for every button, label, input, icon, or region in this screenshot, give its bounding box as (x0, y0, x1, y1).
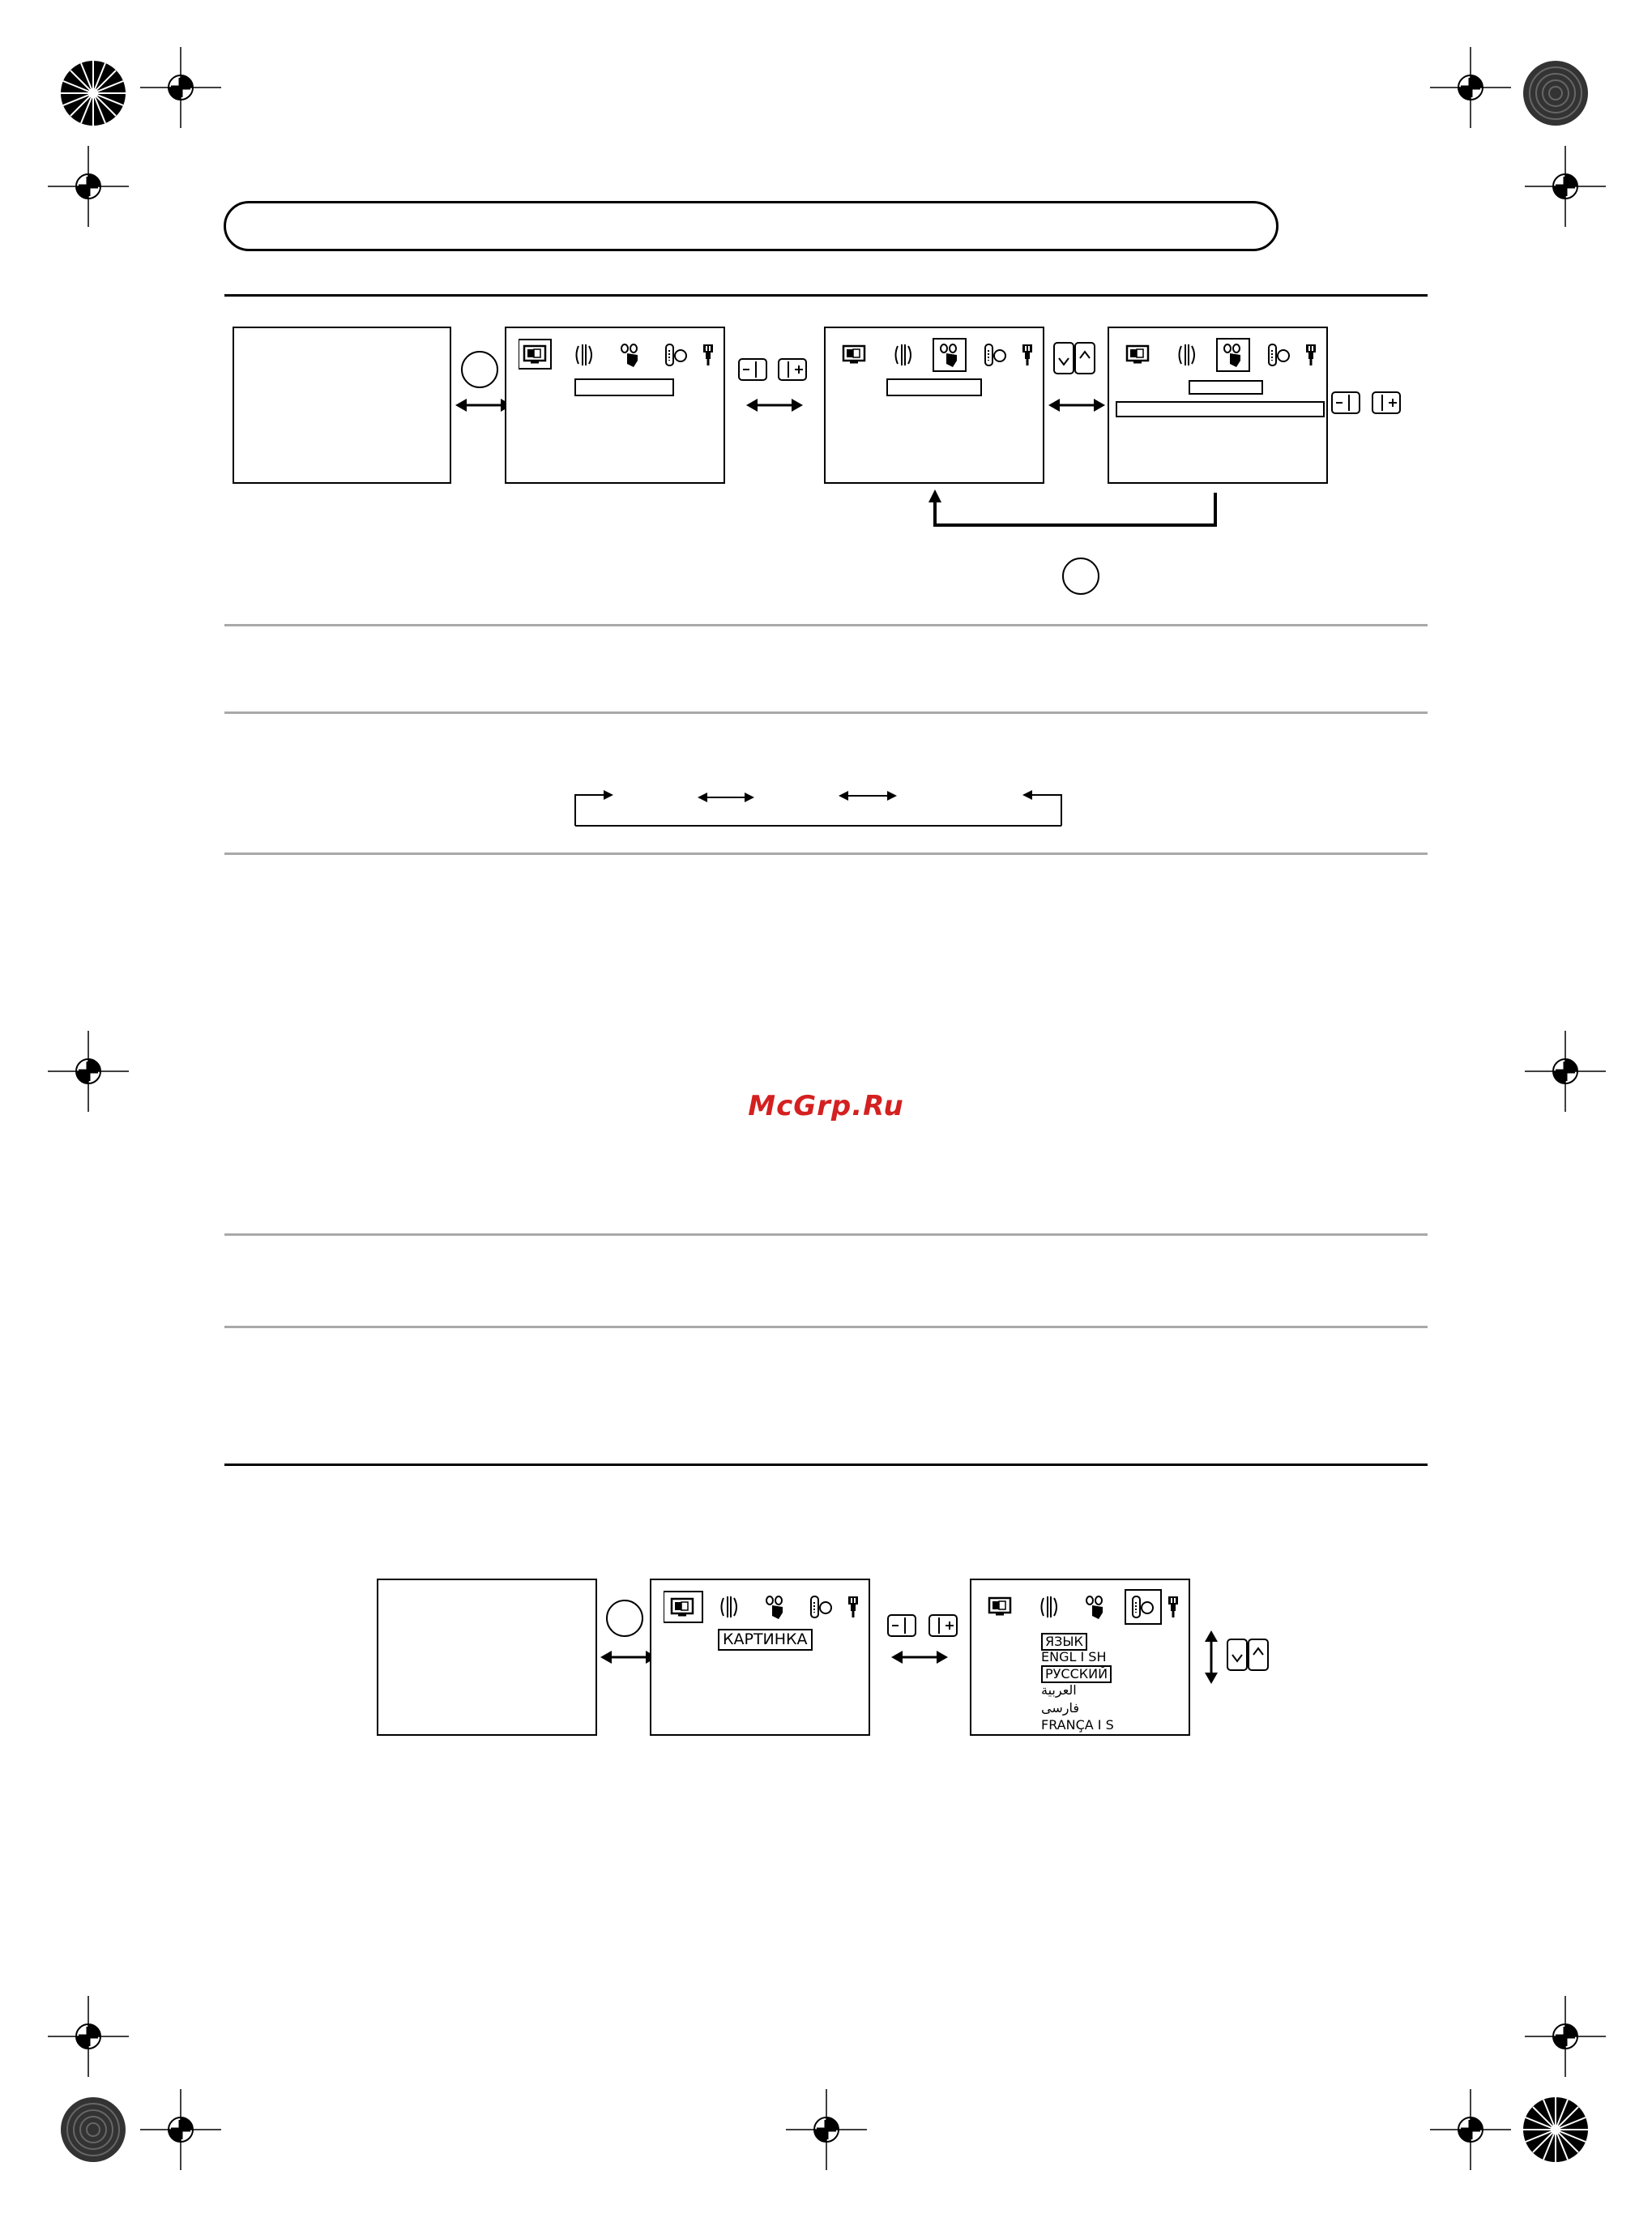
picture-icon (1127, 346, 1148, 362)
features-icon (1224, 344, 1240, 367)
starburst-target-icon (1523, 2097, 1588, 2162)
left-key-icon (887, 1614, 918, 1639)
left-key-icon (738, 358, 769, 382)
tv-screen-menu-picture (650, 1579, 870, 1736)
right-key-icon (1372, 391, 1402, 416)
picture-icon (524, 346, 545, 362)
tv-screen-menu-features (824, 327, 1044, 484)
install-icon (666, 344, 686, 365)
plug-icon (1022, 344, 1032, 365)
language-option[interactable]: ENGL I SH (1041, 1649, 1107, 1664)
section-rule (224, 852, 1428, 855)
watermark: McGrp.Ru (748, 1090, 904, 1122)
section-rule (224, 1464, 1428, 1466)
features-icon (941, 344, 957, 367)
right-key-icon (928, 1614, 959, 1639)
menu-title-bar (574, 378, 674, 396)
section-rule (224, 711, 1428, 714)
install-icon (811, 1596, 831, 1617)
double-arrow-icon (746, 397, 805, 415)
picture-icon (672, 1599, 693, 1615)
crosshair-icon (48, 1996, 129, 2077)
menu-title-picture: КАРТИНКА (718, 1629, 813, 1651)
header-bar (224, 201, 1278, 251)
section-rule (224, 1326, 1428, 1328)
features-icon (1086, 1596, 1103, 1619)
language-option[interactable]: العربية (1041, 1682, 1077, 1698)
crosshair-icon (1430, 2089, 1511, 2170)
crosshair-icon (140, 2089, 221, 2170)
crosshair-icon (48, 146, 129, 227)
sound-icon (896, 344, 911, 365)
features-icon (621, 344, 638, 367)
cycle-arrows-icon (571, 781, 1065, 830)
double-arrow-icon (891, 1649, 950, 1667)
language-option[interactable]: فارسی (1041, 1700, 1079, 1716)
tv-screen-blank (377, 1579, 597, 1736)
language-option[interactable]: FRANÇA I S (1041, 1717, 1114, 1733)
language-option-selected[interactable]: РУССКИЙ (1041, 1665, 1112, 1683)
plug-icon (848, 1596, 858, 1617)
install-icon (1269, 344, 1289, 365)
tv-screen-menu-features-sub (1108, 327, 1328, 484)
sound-icon (577, 344, 592, 365)
tv-screen-blank (233, 327, 451, 484)
menu-button (606, 1600, 643, 1637)
vertical-double-arrow-icon (1202, 1630, 1220, 1684)
tv-screen-menu-picture (505, 327, 725, 484)
menu-title-bar (886, 378, 982, 396)
return-arrow-icon (924, 486, 1223, 535)
sound-icon (1180, 344, 1195, 365)
concentric-target-icon (61, 2097, 126, 2162)
language-menu-title: ЯЗЫК (1041, 1633, 1087, 1651)
crosshair-icon (1525, 146, 1606, 227)
crosshair-icon (1430, 47, 1511, 128)
crosshair-icon (1525, 1996, 1606, 2077)
install-icon (985, 344, 1005, 365)
sound-icon (722, 1596, 737, 1617)
concentric-target-icon (1523, 61, 1588, 126)
menu-title-bar (1189, 380, 1263, 395)
starburst-target-icon (61, 61, 126, 126)
crosshair-icon (140, 47, 221, 128)
menu-button (1062, 558, 1099, 595)
menu-option-bar (1116, 401, 1325, 417)
menu-button (461, 351, 498, 388)
crosshair-icon (786, 2089, 867, 2170)
picture-icon (843, 346, 864, 362)
install-icon (1133, 1596, 1153, 1617)
plug-icon (1168, 1596, 1178, 1617)
section-rule (224, 1233, 1428, 1236)
sound-icon (1042, 1596, 1057, 1617)
features-icon (766, 1596, 783, 1619)
picture-icon (989, 1598, 1010, 1614)
left-key-icon (1331, 391, 1362, 416)
up-down-keys-icon (1227, 1639, 1270, 1673)
right-key-icon (778, 358, 809, 382)
double-arrow-icon (1048, 397, 1107, 415)
section-rule (224, 624, 1428, 626)
up-down-keys-icon (1053, 342, 1097, 376)
plug-icon (1306, 344, 1316, 365)
plug-icon (703, 344, 713, 365)
section-rule (224, 294, 1428, 297)
